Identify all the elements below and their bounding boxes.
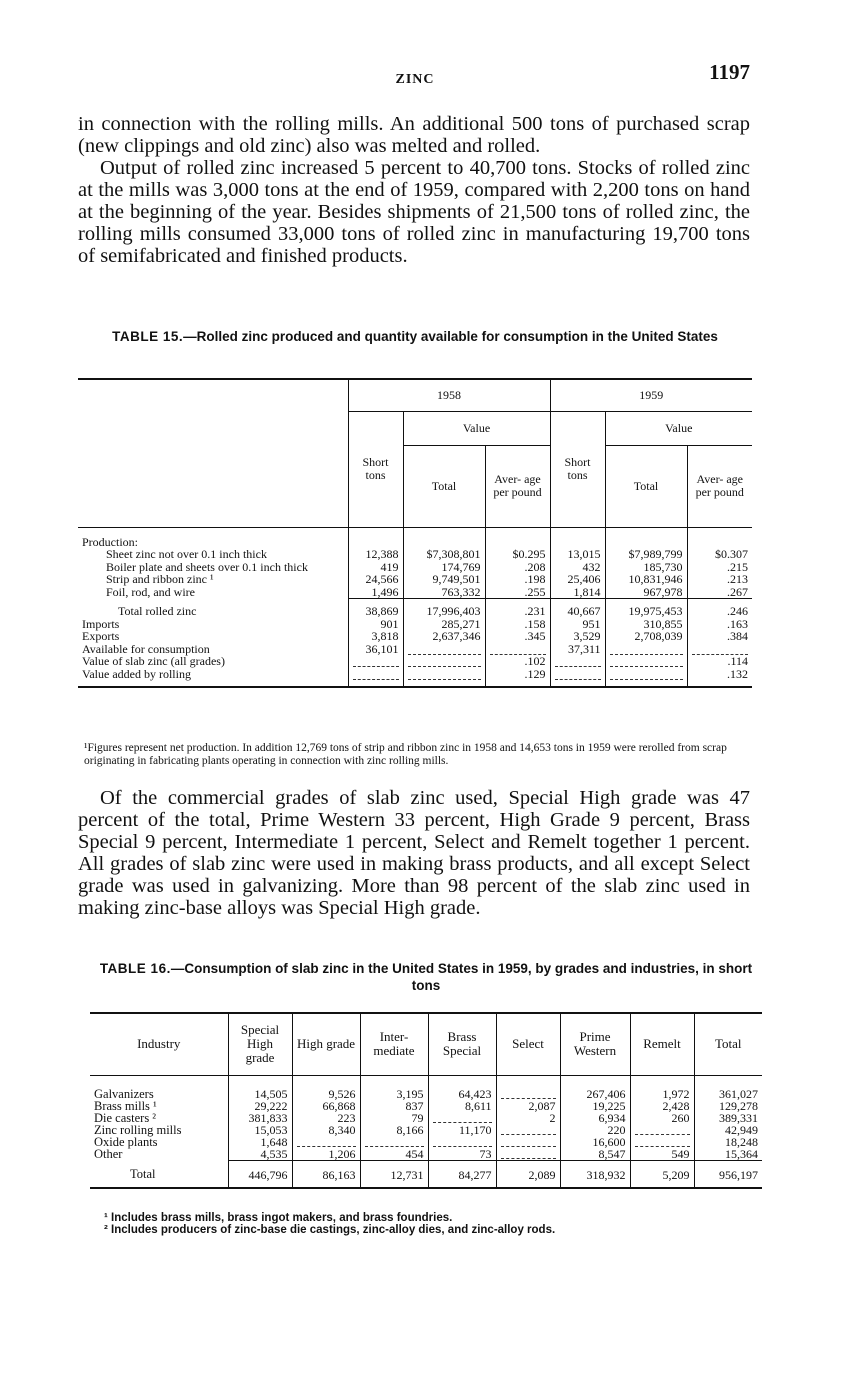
t15-cell: 10,831,946: [605, 573, 687, 586]
t15-cell-empty: [348, 527, 403, 548]
t16-row: [90, 1124, 762, 1136]
t16-total-cell: 956,197: [694, 1160, 762, 1188]
t15-cell: .132: [687, 668, 752, 681]
t16-cell: 15,364: [694, 1148, 762, 1161]
t16-row: [90, 1148, 762, 1161]
t15-row-label: Imports: [82, 616, 120, 631]
t16-cell: 73: [428, 1148, 496, 1161]
page-number: 1197: [709, 60, 750, 84]
t15-row: [78, 599, 752, 618]
t15-cell: 901: [348, 618, 403, 631]
t15-row-label: Exports: [82, 629, 120, 643]
t15-cell-empty: [485, 680, 550, 687]
t15-cell-empty: [687, 527, 752, 548]
t16-cell: [496, 1148, 560, 1161]
t15-cell: 25,406: [550, 573, 605, 586]
t16-row-label: Brass mills ¹: [94, 1098, 157, 1113]
t16-total-cell: 84,277: [428, 1160, 496, 1188]
t16-cell: [360, 1136, 428, 1148]
t16-total-cell: 5,209: [630, 1160, 694, 1188]
t15-row: [78, 548, 752, 561]
t15-stub-header: [78, 379, 348, 527]
t16-blank-dash: [635, 1137, 690, 1147]
t16-cell-empty: [228, 1075, 292, 1088]
t15-cell: [550, 668, 605, 681]
table-16-caption-lead: TABLE 16.: [99, 961, 171, 976]
t16-cell-empty: [630, 1075, 694, 1088]
t15-cell: 419: [348, 561, 403, 574]
t15-cell: [605, 643, 687, 656]
t16-cell: [496, 1136, 560, 1148]
t15-cell: 310,855: [605, 618, 687, 631]
t16-blank-dash: [501, 1137, 556, 1147]
t15-cell: .129: [485, 668, 550, 681]
t16-total-label: Total: [130, 1167, 156, 1181]
running-header-title: ZINC: [395, 72, 435, 87]
table-16-caption-text: —Consumption of slab zinc in the United States in 1959, by grades and industries, in short tons: [170, 961, 753, 993]
t16-header-6: Prime Western: [560, 1013, 630, 1075]
t16-cell: [496, 1124, 560, 1136]
t15-cell: .158: [485, 618, 550, 631]
t16-header-3: Inter- mediate: [360, 1013, 428, 1075]
t15-cell: .215: [687, 561, 752, 574]
t16-top-pad: [90, 1075, 762, 1088]
t15-cell: .213: [687, 573, 752, 586]
t15-cell: 3,818: [348, 630, 403, 643]
t15-blank-dash: [353, 657, 399, 667]
t15-cell-empty: [78, 680, 348, 687]
t15-avg-1959: Aver- age per pound: [687, 445, 752, 527]
t16-cell: 42,949: [694, 1124, 762, 1136]
t15-cell: [605, 668, 687, 681]
t16-cell: 2,087: [496, 1100, 560, 1112]
t15-blank-dash: [408, 657, 481, 667]
t15-cell: 36,101: [348, 643, 403, 656]
t15-cell: .114: [687, 655, 752, 668]
t16-row-label: Galvanizers: [94, 1086, 154, 1101]
t16-cell: 8,340: [292, 1124, 360, 1136]
t16-cell: 14,505: [228, 1088, 292, 1100]
t15-row-label: Value of slab zinc (all grades): [82, 654, 225, 668]
t15-cell: .163: [687, 618, 752, 631]
t15-cell: $7,308,801: [403, 548, 485, 561]
t15-cell: 285,271: [403, 618, 485, 631]
t15-cell: 13,015: [550, 548, 605, 561]
t15-row: [78, 586, 752, 599]
t16-cell: 4,535: [228, 1148, 292, 1161]
table-15-caption-lead: TABLE 15.: [112, 329, 184, 344]
t15-row-label: Value added by rolling: [82, 666, 191, 681]
t15-row: [78, 668, 752, 681]
t15-blank-dash: [408, 670, 481, 680]
table-15-footnote: ¹Figures represent net production. In addition 12,769 tons of strip and ribbon zinc in 1958 and 14,653 tons in 1959 were rerolled from scrap originating in fabricating plants operating in connection with zinc rolling mills.: [84, 742, 727, 767]
t15-cell: 19,975,453: [605, 599, 687, 618]
t15-blank-dash: [610, 670, 683, 680]
t16-header-2: High grade: [292, 1013, 360, 1075]
t15-blank-dash: [692, 645, 749, 655]
t15-cell: 38,869: [348, 599, 403, 618]
t15-bottom-pad: [78, 680, 752, 687]
t15-row-label: Total rolled zinc: [118, 603, 197, 618]
table-15-caption-text: —Rolled zinc produced and quantity available for consumption in the United States: [183, 329, 718, 344]
t16-total-cell: 446,796: [228, 1160, 292, 1188]
t16-cell: 129,278: [694, 1100, 762, 1112]
t15-value-1958: Value: [403, 411, 550, 445]
t15-cell-empty: [605, 527, 687, 548]
t15-row-label: Sheet zinc not over 0.1 inch thick: [106, 547, 267, 561]
t15-cell: $0.295: [485, 548, 550, 561]
t15-cell-empty: [550, 527, 605, 548]
paragraph-2: Output of rolled zinc increased 5 percent to 40,700 tons. Stocks of rolled zinc at the mills was 3,000 tons at the end of 1959, compared with 2,200 tons on hand at the beginning of the year. Besides shipments of 21,500 tons of rolled zinc, the rolling mills consumed 33,000 tons of rolled zinc in manufacturing 19,700 tons of semifabricated and finished products.: [78, 157, 750, 267]
t16-cell: 11,170: [428, 1124, 496, 1136]
t15-cell: $0.307: [687, 548, 752, 561]
t16-row-label: Other: [94, 1146, 123, 1161]
t16-cell: 9,526: [292, 1088, 360, 1100]
t15-avg-1958: Aver- age per pound: [485, 445, 550, 527]
t16-cell: 2: [496, 1112, 560, 1124]
t16-cell-empty: [90, 1075, 228, 1088]
t15-row: [78, 573, 752, 586]
t16-body: [90, 1075, 762, 1188]
t15-cell-empty: [403, 680, 485, 687]
table-16: [90, 1012, 762, 1189]
t16-row-label: Oxide plants: [94, 1134, 158, 1149]
t16-cell: 267,406: [560, 1088, 630, 1100]
t16-cell: 454: [360, 1148, 428, 1161]
t16-cell: 8,166: [360, 1124, 428, 1136]
t15-cell: 1,496: [348, 586, 403, 599]
t16-cell: 549: [630, 1148, 694, 1161]
t15-row-label: Available for consumption: [82, 641, 210, 656]
t16-blank-dash: [297, 1137, 356, 1147]
t16-cell: 3,195: [360, 1088, 428, 1100]
t15-blank-dash: [353, 670, 399, 680]
t16-cell: 8,547: [560, 1148, 630, 1161]
t15-blank-dash: [555, 670, 601, 680]
t16-blank-dash: [635, 1125, 690, 1135]
t15-cell: 17,996,403: [403, 599, 485, 618]
t15-cell: .208: [485, 561, 550, 574]
t16-row: [90, 1112, 762, 1124]
table-15-caption: [78, 328, 752, 345]
t15-cell: .198: [485, 573, 550, 586]
t16-cell: 1,206: [292, 1148, 360, 1161]
t15-cell: 951: [550, 618, 605, 631]
t16-row-label: Die casters ²: [94, 1110, 157, 1125]
t15-short-tons-1958: Short tons: [348, 411, 403, 527]
paragraph-1: in connection with the rolling mills. An additional 500 tons of purchased scrap (new clippings and old zinc) also was melted and rolled.: [78, 113, 750, 157]
t16-cell: [292, 1136, 360, 1148]
t16-cell-empty: [360, 1075, 428, 1088]
t15-row-label: Foil, rod, and wire: [106, 584, 195, 599]
t15-cell: 24,566: [348, 573, 403, 586]
t16-header-1: Special High grade: [228, 1013, 292, 1075]
t15-cell: 967,978: [605, 586, 687, 599]
t16-blank-dash: [501, 1089, 556, 1099]
t16-cell: 260: [630, 1112, 694, 1124]
t15-cell-empty: [403, 527, 485, 548]
t15-cell: [403, 655, 485, 668]
t16-cell: 2,428: [630, 1100, 694, 1112]
t16-cell-empty: [694, 1075, 762, 1088]
t15-cell: 185,730: [605, 561, 687, 574]
t16-header-8: Total: [694, 1013, 762, 1075]
t15-cell-empty: [550, 680, 605, 687]
t16-cell: 389,331: [694, 1112, 762, 1124]
t16-total-cell: 86,163: [292, 1160, 360, 1188]
t15-cell-empty: [485, 527, 550, 548]
t15-cell-empty: [605, 680, 687, 687]
t15-row-label: Strip and ribbon zinc ¹: [106, 572, 214, 586]
t16-cell: [630, 1124, 694, 1136]
t15-short-tons-1959: Short tons: [550, 411, 605, 527]
t16-cell: 29,222: [228, 1100, 292, 1112]
t15-cell: .384: [687, 630, 752, 643]
t16-blank-dash: [433, 1137, 492, 1147]
t15-section-label: Production:: [82, 534, 138, 549]
t15-cell: .246: [687, 599, 752, 618]
t16-cell-empty: [560, 1075, 630, 1088]
t16-cell: 8,611: [428, 1100, 496, 1112]
t15-body: [78, 527, 752, 687]
t15-blank-dash: [408, 645, 481, 655]
t15-cell-empty: [348, 680, 403, 687]
t15-blank-dash: [555, 657, 601, 667]
table-16-footnote-2: ² Includes producers of zinc-base die castings, zinc-alloy dies, and zinc-alloy rods.: [104, 1224, 556, 1236]
t15-blank-dash: [610, 645, 683, 655]
t16-cell: 220: [560, 1124, 630, 1136]
t16-total-cell: 318,932: [560, 1160, 630, 1188]
t16-row: [90, 1136, 762, 1148]
t15-total-1959: Total: [605, 445, 687, 527]
t16-cell: 64,423: [428, 1088, 496, 1100]
t16-cell: [428, 1112, 496, 1124]
t15-cell: 1,814: [550, 586, 605, 599]
t16-cell-empty: [496, 1075, 560, 1088]
t16-cell: 66,868: [292, 1100, 360, 1112]
t15-blank-dash: [490, 645, 546, 655]
t15-cell: [348, 668, 403, 681]
t15-row-label: Boiler plate and sheets over 0.1 inch thick: [106, 559, 308, 574]
t16-cell: 223: [292, 1112, 360, 1124]
t15-cell: .267: [687, 586, 752, 599]
t16-total-cell: 2,089: [496, 1160, 560, 1188]
t15-cell: [550, 655, 605, 668]
t16-cell: [428, 1136, 496, 1148]
t16-total-cell: 12,731: [360, 1160, 428, 1188]
paragraph-3: Of the commercial grades of slab zinc used, Special High grade was 47 percent of the total, Prime Western 33 percent, High Grade 9 percent, Brass Special 9 percent, Intermediate 1 percent, Select and Remelt together 1 percent. All grades of slab zinc were used in making brass products, and all except Select grade was used in galvanizing. More than 98 percent of the slab zinc used in making zinc-base alloys was Special High grade.: [78, 787, 750, 919]
t16-row: [90, 1088, 762, 1100]
t16-cell: 381,833: [228, 1112, 292, 1124]
t15-cell-empty: [687, 680, 752, 687]
t16-cell: 79: [360, 1112, 428, 1124]
t16-row: [90, 1100, 762, 1112]
t15-cell: [403, 668, 485, 681]
t15-cell: 40,667: [550, 599, 605, 618]
table-16-caption: [90, 960, 762, 994]
t16-header-7: Remelt: [630, 1013, 694, 1075]
t16-cell: 18,248: [694, 1136, 762, 1148]
table-15: [78, 378, 752, 688]
t16-cell-empty: [292, 1075, 360, 1088]
t16-cell: 16,600: [560, 1136, 630, 1148]
t15-cell: 174,769: [403, 561, 485, 574]
t16-cell: 15,053: [228, 1124, 292, 1136]
body-text-top: [78, 113, 750, 267]
t15-cell: 2,637,346: [403, 630, 485, 643]
t16-row-label: Zinc rolling mills: [94, 1122, 182, 1137]
t16-blank-dash: [365, 1137, 424, 1147]
t15-cell: 37,311: [550, 643, 605, 656]
t16-cell: 19,225: [560, 1100, 630, 1112]
t15-cell: .255: [485, 586, 550, 599]
t16-cell: 837: [360, 1100, 428, 1112]
t15-cell: 432: [550, 561, 605, 574]
t15-cell: 3,529: [550, 630, 605, 643]
t15-year-1959: 1959: [550, 379, 752, 411]
t15-cell: .102: [485, 655, 550, 668]
t15-value-1959: Value: [605, 411, 752, 445]
t15-cell: [403, 643, 485, 656]
t16-cell: [630, 1136, 694, 1148]
body-text-middle: [78, 787, 750, 919]
table-16-footnotes: [104, 1212, 744, 1236]
t15-cell: $7,989,799: [605, 548, 687, 561]
t15-section-row: [78, 527, 752, 548]
t15-cell: [348, 655, 403, 668]
t16-header-4: Brass Special: [428, 1013, 496, 1075]
t15-cell: 763,332: [403, 586, 485, 599]
t15-cell: .345: [485, 630, 550, 643]
table-16-footnote-1: ¹ Includes brass mills, brass ingot makers, and brass foundries.: [104, 1212, 453, 1224]
t16-header-5: Select: [496, 1013, 560, 1075]
t15-cell: 9,749,501: [403, 573, 485, 586]
t16-blank-dash: [501, 1149, 556, 1159]
t15-year-1958: 1958: [348, 379, 550, 411]
t16-cell: 361,027: [694, 1088, 762, 1100]
t15-cell: .231: [485, 599, 550, 618]
t16-cell: [496, 1088, 560, 1100]
t16-cell: 6,934: [560, 1112, 630, 1124]
t16-blank-dash: [433, 1113, 492, 1123]
t15-cell: 12,388: [348, 548, 403, 561]
t16-cell: 1,972: [630, 1088, 694, 1100]
t16-total-row: [90, 1160, 762, 1188]
t15-row: [78, 655, 752, 668]
t15-total-1958: Total: [403, 445, 485, 527]
t15-row: [78, 630, 752, 643]
t16-cell: 1,648: [228, 1136, 292, 1148]
t15-blank-dash: [610, 657, 683, 667]
t16-cell-empty: [428, 1075, 496, 1088]
t15-cell: [605, 655, 687, 668]
t16-blank-dash: [501, 1125, 556, 1135]
t16-header-row: [90, 1013, 762, 1075]
t16-header-0: Industry: [90, 1013, 228, 1075]
t15-cell: 2,708,039: [605, 630, 687, 643]
